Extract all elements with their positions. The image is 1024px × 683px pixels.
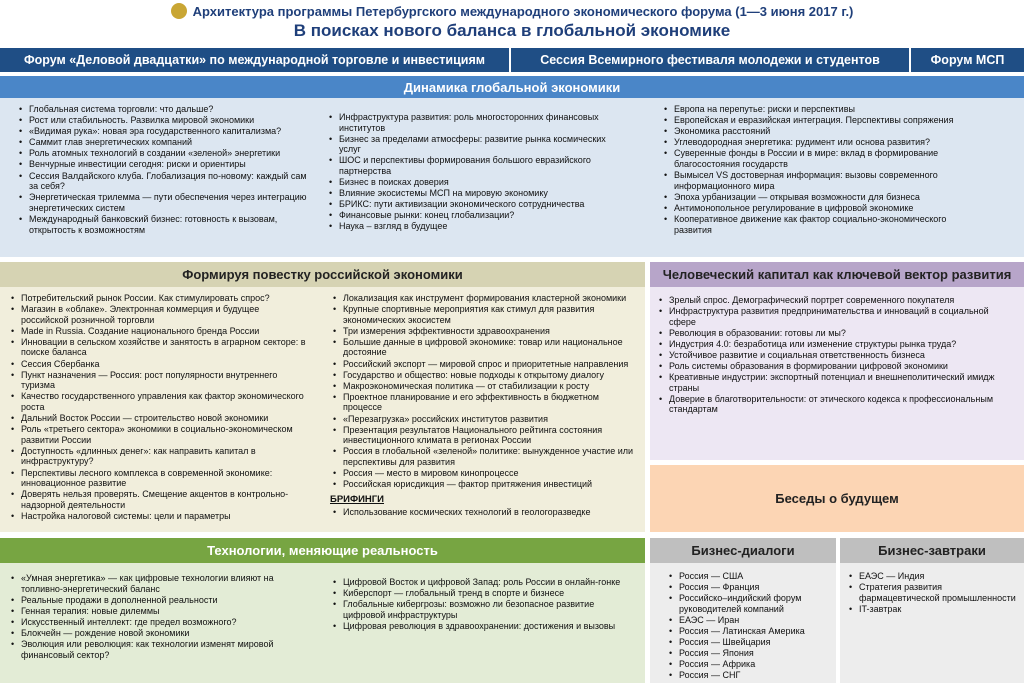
list-item: • Европейская и евразийская интеграция. Перспективы сопряжения <box>661 115 973 126</box>
list-item: • Российско–индийский форум руководителей компаний <box>666 593 828 614</box>
list-item: • Цифровой Восток и цифровой Запад: роль России в онлайн-гонке <box>330 577 634 588</box>
list-item: • Искусственный интеллект: где предел возможного? <box>8 617 300 628</box>
list-item: • Бизнес за пределами атмосферы: развитие рынка космических услуг <box>326 134 618 155</box>
list-item: • Инфраструктура развития: роль многосторонних финансовых институтов <box>326 112 618 133</box>
list-item: • Углеводородная энергетика: рудимент или основа развития? <box>661 137 973 148</box>
list-item: • Устойчивое развитие и социальная ответственность бизнеса <box>656 350 1016 361</box>
tech-col1-list <box>8 573 300 660</box>
list-item: • Роль «третьего сектора» экономики в социально-экономическом развитии России <box>8 424 306 445</box>
page-subtitle: В поисках нового баланса в глобальной экономике <box>293 21 731 40</box>
business-dialogs-panel <box>650 563 836 683</box>
list-item: • Россия в глобальной «зеленой» политике: вынужденное участие или перспективы для развития <box>330 446 634 467</box>
list-item: • Россия — Латинская Америка <box>666 626 828 637</box>
global-col1-list <box>16 104 308 235</box>
list-item: • Крупные спортивные мероприятия как стимул для развития экономических экосистем <box>330 304 634 325</box>
list-item: • Большие данные в цифровой экономике: товар или национальное достояние <box>330 337 634 358</box>
technologies-header: Технологии, меняющие реальность <box>0 538 645 563</box>
list-item: • Локализация как инструмент формирования кластерной экономики <box>330 293 634 304</box>
list-item: • Российский экспорт — мировой спрос и приоритетные направления <box>330 359 634 370</box>
list-item: • Креативные индустрии: экспортный потенциал и внешнеполитический имидж страны <box>656 372 1016 393</box>
human-capital-header: Человеческий капитал как ключевой вектор развития <box>650 262 1024 287</box>
list-item: • Инфраструктура развития предпринимательства и инноваций в социальной сфере <box>656 306 1016 327</box>
list-item: • Роль атомных технологий в создании «зеленой» энергетики <box>16 148 308 159</box>
list-item: • Макроэкономическая политика — от стабилизации к росту <box>330 381 634 392</box>
list-item: • Стратегия развития фармацевтической промышленности <box>846 582 1016 603</box>
list-item: • ШОС и перспективы формирования большого евразийского партнерства <box>326 155 618 176</box>
list-item: • Революция в образовании: готовы ли мы? <box>656 328 1016 339</box>
business-breakfasts-list <box>846 571 1016 614</box>
list-item: • Россия — СНГ <box>666 670 828 681</box>
list-item: • IT-завтрак <box>846 604 1016 615</box>
technologies-panel <box>0 563 645 683</box>
list-item: • Венчурные инвестиции сегодня: риски и ориентиры <box>16 159 308 170</box>
agenda-col2-list <box>330 293 634 490</box>
list-item: • Использование космических технологий в геологоразведке <box>330 507 634 518</box>
business-dialogs-header: Бизнес-диалоги <box>650 538 836 563</box>
list-item: • Глобальные кибергрозы: возможно ли безопасное развитие цифровой инфраструктуры <box>330 599 634 620</box>
list-item: • Качество государственного управления как фактор экономического роста <box>8 391 306 412</box>
list-item: • Россия — Африка <box>666 659 828 670</box>
list-item: • ЕАЭС — Индия <box>846 571 1016 582</box>
russian-agenda-panel <box>0 287 645 532</box>
page-title-text: Архитектура программы Петербургского международного экономического форума (1—3 июня 2017 г.) <box>192 4 854 19</box>
list-item: • Россия — США <box>666 571 828 582</box>
list-item: • Эволюция или революция: как технологии изменят мировой финансовый сектор? <box>8 639 300 660</box>
human-capital-panel <box>650 287 1024 460</box>
list-item: • Пункт назначения — Россия: рост популярности внутреннего туризма <box>8 370 306 391</box>
global-economy-header: Динамика глобальной экономики <box>0 76 1024 98</box>
list-item: • Доступность «длинных денег»: как направить капитал в инфраструктуру? <box>8 446 306 467</box>
list-item: • Саммит глав энергетических компаний <box>16 137 308 148</box>
list-item: • Россия — место в мировом кинопроцессе <box>330 468 634 479</box>
business-breakfasts-panel <box>840 563 1024 683</box>
list-item: • Бизнес в поисках доверия <box>326 177 618 188</box>
list-item: • Антимонопольное регулирование в цифровой экономике <box>661 203 973 214</box>
future-talks-box: Беседы о будущем <box>650 465 1024 532</box>
list-item: • Магазин в «облаке». Электронная коммерция и будущее российской розничной торговли <box>8 304 306 325</box>
list-item: • Экономика расстояний <box>661 126 973 137</box>
human-capital-list <box>656 295 1016 415</box>
list-item: • Made in Russia. Создание национального бренда России <box>8 326 306 337</box>
list-item: • Суверенные фонды в России и в мире: вклад в формирование благосостояния государств <box>661 148 973 169</box>
list-item: • Индустрия 4.0: безработица или изменение структуры рынка труда? <box>656 339 1016 350</box>
list-item: • Реальные продажи в дополненной реальности <box>8 595 300 606</box>
business-breakfasts-header: Бизнес-завтраки <box>840 538 1024 563</box>
briefings-list <box>330 507 634 518</box>
tech-col2-list <box>330 577 634 631</box>
list-item: • Дальний Восток России — строительство новой экономики <box>8 413 306 424</box>
list-item: • Энергетическая трилемма — пути обеспечения через интеграцию энергетических систем <box>16 192 308 213</box>
list-item: • Европа на перепутье: риски и перспективы <box>661 104 973 115</box>
list-item: • Рост или стабильность. Развилка мировой экономики <box>16 115 308 126</box>
list-item: • Кооперативное движение как фактор социально-экономического развития <box>661 214 973 235</box>
list-item: • «Видимая рука»: новая эра государственного капитализма? <box>16 126 308 137</box>
list-item: • Сессия Валдайского клуба. Глобализация по-новому: каждый сам за себя? <box>16 171 308 192</box>
list-item: • Генная терапия: новые дилеммы <box>8 606 300 617</box>
global-col2-list <box>326 112 618 232</box>
forum-logo-icon <box>171 3 187 19</box>
list-item: • Сессия Сбербанка <box>8 359 306 370</box>
list-item: • ЕАЭС — Иран <box>666 615 828 626</box>
list-item: • Россия — Япония <box>666 648 828 659</box>
list-item: • Блокчейн — рождение новой экономики <box>8 628 300 639</box>
list-item: • Три измерения эффективности здравоохранения <box>330 326 634 337</box>
list-item: • Россия — Швейцария <box>666 637 828 648</box>
list-item: • Глобальная система торговли: что дальше? <box>16 104 308 115</box>
list-item: • Международный банковский бизнес: готовность к вызовам, открытость к возможностям <box>16 214 308 235</box>
page-title <box>0 3 1024 19</box>
agenda-col1-list <box>8 293 306 521</box>
briefings-heading: БРИФИНГИ <box>330 493 385 505</box>
list-item: • Роль системы образования в формировании цифровой экономики <box>656 361 1016 372</box>
list-item: • Доверие в благотворительности: от этического кодекса к профессиональным стандартам <box>656 394 1016 415</box>
list-item: • Зрелый спрос. Демографический портрет современного покупателя <box>656 295 1016 306</box>
list-item: • Доверять нельзя проверять. Смещение акцентов в контрольно-надзорной деятельности <box>8 489 306 510</box>
business-dialogs-list <box>666 571 828 681</box>
list-item: • Эпоха урбанизации — открывая возможности для бизнеса <box>661 192 973 203</box>
list-item: • Государство и общество: новые подходы к открытому диалогу <box>330 370 634 381</box>
list-item: • Инновации в сельском хозяйстве и занятость в аграрном секторе: в поиске баланса <box>8 337 306 358</box>
list-item: • Российская юрисдикция — фактор притяжения инвестиций <box>330 479 634 490</box>
list-item: • Проектное планирование и его эффективность в бюджетном процессе <box>330 392 634 413</box>
list-item: • Влияние экосистемы МСП на мировую экономику <box>326 188 618 199</box>
list-item: • Киберспорт — глобальный тренд в спорте и бизнесе <box>330 588 634 599</box>
list-item: • Финансовые рынки: конец глобализации? <box>326 210 618 221</box>
list-item: • Перспективы лесного комплекса в современной экономике: инновационное развитие <box>8 468 306 489</box>
list-item: • Потребительский рынок России. Как стимулировать спрос? <box>8 293 306 304</box>
global-economy-panel <box>0 98 1024 257</box>
list-item: • БРИКС: пути активизации экономического сотрудничества <box>326 199 618 210</box>
list-item: • Наука – взгляд в будущее <box>326 221 618 232</box>
global-col3-list <box>661 104 973 235</box>
nav-sme-forum-button[interactable]: Форум МСП <box>911 48 1024 72</box>
list-item: • Презентация результатов Национального рейтинга состояния инвестиционного климата в регионах России <box>330 425 634 446</box>
list-item: • «Перезагрузка» российских институтов развития <box>330 414 634 425</box>
list-item: • Вымысел VS достоверная информация: вызовы современного информационного мира <box>661 170 973 191</box>
list-item: • «Умная энергетика» — как цифровые технологии влияют на топливно-энергетический баланс <box>8 573 300 594</box>
russian-agenda-header: Формируя повестку российской экономики <box>0 262 645 287</box>
list-item: • Настройка налоговой системы: цели и параметры <box>8 511 306 522</box>
nav-youth-festival-button[interactable]: Сессия Всемирного фестиваля молодежи и студентов <box>511 48 909 72</box>
list-item: • Цифровая революция в здравоохранении: достижения и вызовы <box>330 621 634 632</box>
list-item: • Россия — Франция <box>666 582 828 593</box>
nav-g20-forum-button[interactable]: Форум «Деловой двадцатки» по международной торговле и инвестициям <box>0 48 509 72</box>
